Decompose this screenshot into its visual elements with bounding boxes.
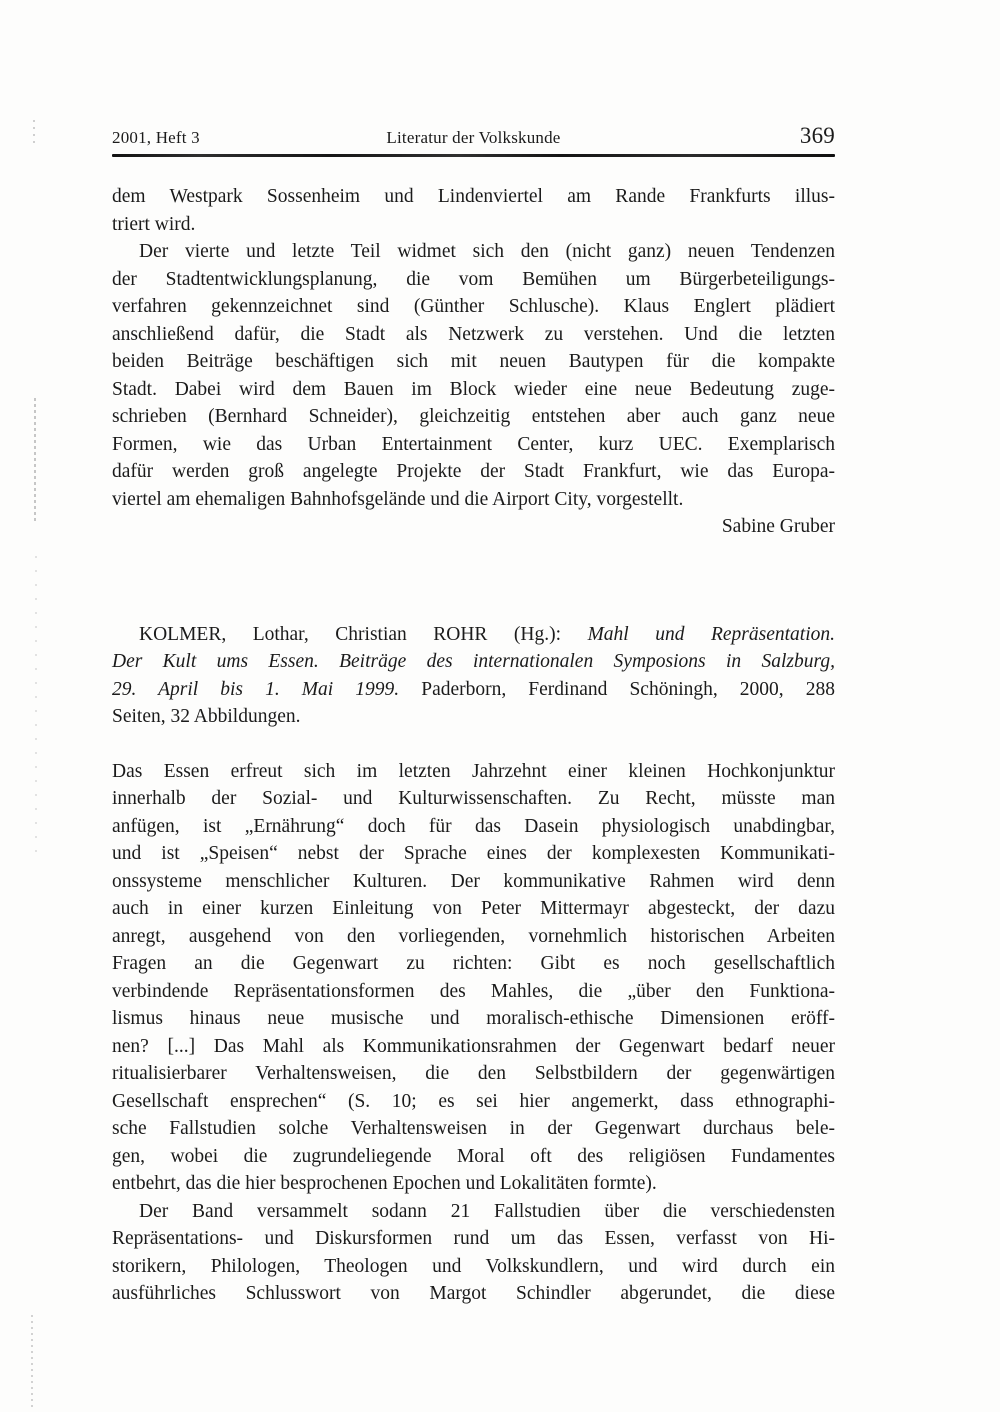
text-line: dem Westpark Sossenheim und Lindenviertel am Rande Frankfurts illus-: [112, 186, 835, 207]
scan-artifact-top-left: [33, 120, 35, 146]
text-line: triert wird.: [112, 213, 196, 235]
text-line: und ist „Speisen“ nebst der Sprache eines der komplexesten Kommunikati-: [112, 843, 835, 864]
citation-line: Der Kult ums Essen. Beiträge des internationalen Symposions in Salzburg,: [112, 651, 835, 672]
header-page-number: 369: [799, 123, 835, 148]
text-line: Formen, wie das Urban Entertainment Center, kurz UEC. Exemplarisch: [112, 433, 835, 455]
text-line: lismus hinaus neue musische und moralisch-ethische Dimensionen eröff-: [112, 1008, 835, 1029]
citation-block: [112, 621, 835, 731]
text-line: der Stadtentwicklungsplanung, die vom Bemühen um Bürgerbeteiligungs-: [112, 268, 835, 290]
text-line: Stadt. Dabei wird dem Bauen im Block wieder eine neue Bedeutung zuge-: [112, 378, 835, 400]
text-line: Fragen an die Gegenwart zu richten: Gibt es noch gesellschaftlich: [112, 953, 835, 974]
text-line: Das Essen erfreut sich im letzten Jahrzehnt einer kleinen Hochkonjunktur: [112, 760, 835, 782]
scan-artifact-mid-left: [34, 398, 36, 524]
text-line: innerhalb der Sozial- und Kulturwissenschaften. Zu Recht, müsste man: [112, 788, 835, 809]
text-line: dafür werden groß angelegte Projekte der Stadt Frankfurt, wie das Europa-: [112, 461, 835, 482]
text-line: onssysteme menschlicher Kulturen. Der kommunikative Rahmen wird denn: [112, 870, 835, 892]
text-line: sche Fallstudien solche Verhaltensweisen in der Gegenwart durchaus bele-: [112, 1118, 835, 1139]
text-line: ausführliches Schlusswort von Margot Schindler abgerundet, die diese: [112, 1283, 835, 1304]
header-journal-title: Literatur der Volkskunde: [386, 128, 561, 147]
citation-imprint: Paderborn, Ferdinand Schöningh, 2000, 288: [421, 678, 836, 700]
running-head: [112, 123, 835, 151]
citation-line: Seiten, 32 Abbildungen.: [112, 706, 301, 727]
review-kolmer-closing: [112, 1198, 835, 1308]
page-content: [112, 123, 835, 1308]
citation-title-dates: 29. April bis 1. Mai 1999.: [112, 678, 400, 700]
header-rule: [112, 154, 835, 157]
scan-artifact-lower-left: [35, 556, 37, 856]
text-line: auch in einer kurzen Einleitung von Peter Mittermayr abgesteckt, der dazu: [112, 898, 835, 919]
citation-line: [112, 621, 835, 649]
text-line: beiden Beiträge beschäftigen sich mit neuen Bautypen für die kompakte: [112, 351, 835, 372]
text-line: ritualisierbarer Verhaltensweisen, die den Selbstbildern der gegenwärtigen: [112, 1063, 835, 1084]
text-line: anregt, ausgehend von den vorliegenden, vornehmlich historischen Arbeiten: [112, 925, 835, 947]
text-line: gen, wobei die zugrundeliegende Moral oft des religiösen Fundamentes: [112, 1145, 835, 1167]
review-gruber-paragraph: [112, 238, 835, 513]
reviewer-signature: Sabine Gruber: [721, 516, 835, 537]
text-line: Gesellschaft ensprechen“ (S. 10; es sei hier angemerkt, dass ethnographi-: [112, 1090, 835, 1112]
text-line: schrieben (Bernhard Schneider), gleichzeitig entstehen aber auch ganz neue: [112, 406, 835, 427]
review-kolmer-body: [112, 758, 835, 1198]
citation-line: [112, 676, 835, 704]
review-gruber-continuation: [112, 183, 835, 238]
scan-artifact-bottom-left: [31, 1315, 33, 1409]
text-line: verfahren gekennzeichnet sind (Günther Schlusche). Klaus Englert plädiert: [112, 296, 835, 317]
text-line: nen? [...] Das Mahl als Kommunikationsrahmen der Gegenwart bedarf neuer: [112, 1035, 835, 1057]
text-line: anschließend dafür, die Stadt als Netzwerk zu verstehen. Und die letzten: [112, 323, 835, 345]
citation-title: Mahl und Repräsentation.: [587, 623, 835, 645]
text-line: entbehrt, das die hier besprochenen Epochen und Lokalitäten formte).: [112, 1173, 657, 1194]
text-line: storikern, Philologen, Theologen und Volkskundlern, und wird durch ein: [112, 1255, 835, 1277]
citation-authors: KOLMER, Lothar, Christian ROHR (Hg.):: [139, 623, 562, 645]
text-line: Der vierte und letzte Teil widmet sich den (nicht ganz) neuen Tendenzen: [139, 241, 835, 262]
body-text: [112, 183, 835, 1308]
text-line: viertel am ehemaligen Bahnhofsgelände und die Airport City, vorgestellt.: [112, 488, 684, 510]
header-issue: 2001, Heft 3: [112, 128, 200, 147]
text-line: anfügen, ist „Ernährung“ doch für das Dasein physiologisch unabdingbar,: [112, 815, 835, 837]
text-line: verbindende Repräsentationsformen des Mahles, die „über den Funktiona-: [112, 980, 835, 1002]
text-line: Repräsentations- und Diskursformen rund um das Essen, verfasst von Hi-: [112, 1228, 835, 1249]
text-line: Der Band versammelt sodann 21 Fallstudien über die verschiedensten: [139, 1200, 835, 1222]
